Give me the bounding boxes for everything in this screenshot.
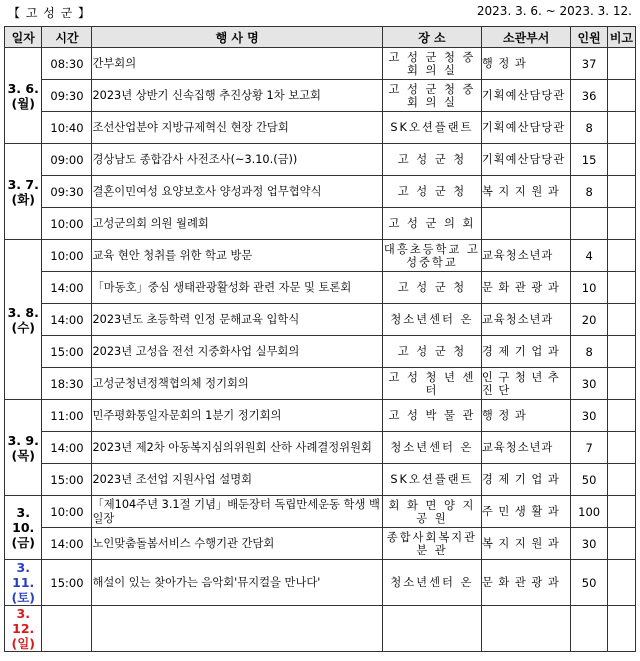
- note-cell: [607, 48, 635, 80]
- dept-cell: 주 민 생 활 과: [481, 496, 571, 528]
- event-name-cell: 결혼이민여성 요양보호사 양성과정 업무협약식: [92, 176, 383, 208]
- note-cell: [607, 496, 635, 528]
- dept-cell: 교육청소년과: [481, 240, 571, 272]
- place-cell: 청소년센터 온: [382, 432, 481, 464]
- time-cell: 10:00: [42, 208, 92, 240]
- time-cell: 09:30: [42, 80, 92, 112]
- table-row: [5, 240, 636, 272]
- place-cell: 종합사회복지관 분 관: [382, 528, 481, 560]
- note-cell: [607, 240, 635, 272]
- count-cell: 10: [571, 272, 607, 304]
- time-cell: 15:00: [42, 560, 92, 606]
- table-row: [5, 560, 636, 606]
- table-row: [5, 336, 636, 368]
- event-name-cell: 2023년 상반기 신속집행 추진상황 1차 보고회: [92, 80, 383, 112]
- date-cell: 3. 12. (일): [5, 606, 42, 652]
- note-cell: [607, 400, 635, 432]
- date-cell: 3. 10. (금): [5, 496, 42, 560]
- event-name-cell: 2023년도 초등학력 인정 문해교육 입학식: [92, 304, 383, 336]
- schedule-body: [5, 48, 636, 652]
- table-row: [5, 48, 636, 80]
- event-name-cell: 2023년 제2차 아동복지심의위원회 산하 사례결정위원회: [92, 432, 383, 464]
- count-cell: 30: [571, 368, 607, 400]
- time-cell: [42, 606, 92, 652]
- event-name-cell: 교육 현안 청취를 위한 학교 방문: [92, 240, 383, 272]
- note-cell: [607, 368, 635, 400]
- note-cell: [607, 176, 635, 208]
- count-cell: 8: [571, 176, 607, 208]
- count-cell: 4: [571, 240, 607, 272]
- event-name-cell: 민주평화통일자문회의 1분기 정기회의: [92, 400, 383, 432]
- col-date: 일자: [5, 27, 42, 48]
- table-row: [5, 400, 636, 432]
- event-name-cell: 「제104주년 3.1절 기념」배둔장터 독립만세운동 학생 백일장: [92, 496, 383, 528]
- note-cell: [607, 80, 635, 112]
- place-cell: 고 성 군 의 회: [382, 208, 481, 240]
- time-cell: 09:00: [42, 144, 92, 176]
- dept-cell: 교육청소년과: [481, 304, 571, 336]
- event-name-cell: 노인맞춤돌봄서비스 수행기관 간담회: [92, 528, 383, 560]
- note-cell: [607, 336, 635, 368]
- dept-cell: 복 지 지 원 과: [481, 528, 571, 560]
- dept-cell: [481, 208, 571, 240]
- count-cell: 20: [571, 304, 607, 336]
- count-cell: [571, 606, 607, 652]
- table-row: [5, 496, 636, 528]
- date-cell: 3. 9. (목): [5, 400, 42, 496]
- page-title: 【 고 성 군 】: [8, 6, 92, 20]
- col-event: 행 사 명: [92, 27, 383, 48]
- count-cell: 100: [571, 496, 607, 528]
- count-cell: 8: [571, 336, 607, 368]
- time-cell: 18:30: [42, 368, 92, 400]
- note-cell: [607, 528, 635, 560]
- count-cell: 7: [571, 432, 607, 464]
- note-cell: [607, 464, 635, 496]
- time-cell: 08:30: [42, 48, 92, 80]
- note-cell: [607, 272, 635, 304]
- date-cell: 3. 6. (월): [5, 48, 42, 144]
- event-name-cell: 2023년 조선업 지원사업 설명회: [92, 464, 383, 496]
- table-row: [5, 464, 636, 496]
- note-cell: [607, 606, 635, 652]
- dept-cell: 인 구 청 년 추 진 단: [481, 368, 571, 400]
- event-name-cell: 해설이 있는 찾아가는 음악회'뮤지컬을 만나다': [92, 560, 383, 606]
- col-time: 시간: [42, 27, 92, 48]
- count-cell: 8: [571, 112, 607, 144]
- place-cell: 고 성 군 청: [382, 176, 481, 208]
- table-row: [5, 272, 636, 304]
- place-cell: SK오션플랜트: [382, 464, 481, 496]
- place-cell: 청소년센터 온: [382, 560, 481, 606]
- col-dept: 소관부서: [481, 27, 571, 48]
- time-cell: 14:00: [42, 272, 92, 304]
- table-header-row: [5, 27, 636, 48]
- count-cell: 50: [571, 560, 607, 606]
- dept-cell: 복 지 지 원 과: [481, 176, 571, 208]
- schedule-period: 2023. 3. 6. ~ 2023. 3. 12.: [476, 4, 632, 18]
- event-name-cell: 고성군청년정책협의체 정기회의: [92, 368, 383, 400]
- time-cell: 14:00: [42, 432, 92, 464]
- place-cell: 대흥초등학교 고성중학교: [382, 240, 481, 272]
- time-cell: 10:00: [42, 240, 92, 272]
- event-name-cell: 조선산업분야 지방규제혁신 현장 간담회: [92, 112, 383, 144]
- col-place: 장 소: [382, 27, 481, 48]
- col-count: 인원: [571, 27, 607, 48]
- note-cell: [607, 432, 635, 464]
- note-cell: [607, 112, 635, 144]
- place-cell: 회 화 면 양 지 공 원: [382, 496, 481, 528]
- time-cell: 15:00: [42, 336, 92, 368]
- place-cell: 고 성 군 청 중 회 의 실: [382, 80, 481, 112]
- time-cell: 14:00: [42, 528, 92, 560]
- time-cell: 11:00: [42, 400, 92, 432]
- count-cell: 30: [571, 400, 607, 432]
- table-row: [5, 304, 636, 336]
- table-row: [5, 112, 636, 144]
- place-cell: SK오션플랜트: [382, 112, 481, 144]
- dept-cell: 문 화 관 광 과: [481, 560, 571, 606]
- dept-cell: 문 화 관 광 과: [481, 272, 571, 304]
- dept-cell: 경 제 기 업 과: [481, 336, 571, 368]
- table-row: [5, 144, 636, 176]
- dept-cell: 기획예산담당관: [481, 144, 571, 176]
- dept-cell: 기획예산담당관: [481, 112, 571, 144]
- dept-cell: 행 정 과: [481, 48, 571, 80]
- event-name-cell: 경상남도 종합감사 사전조사(~3.10.(금)): [92, 144, 383, 176]
- place-cell: 고 성 박 물 관: [382, 400, 481, 432]
- note-cell: [607, 144, 635, 176]
- time-cell: 10:00: [42, 496, 92, 528]
- event-name-cell: 고성군의회 의원 월례회: [92, 208, 383, 240]
- note-cell: [607, 208, 635, 240]
- place-cell: [382, 606, 481, 652]
- table-row: [5, 528, 636, 560]
- event-name-cell: 2023년 고성읍 전선 지중화사업 실무회의: [92, 336, 383, 368]
- table-row: [5, 368, 636, 400]
- dept-cell: 경 제 기 업 과: [481, 464, 571, 496]
- dept-cell: 기획예산담당관: [481, 80, 571, 112]
- date-cell: 3. 11. (토): [5, 560, 42, 606]
- event-name-cell: 「마동호」중심 생태관광활성화 관련 자문 및 토론회: [92, 272, 383, 304]
- dept-cell: 행 정 과: [481, 400, 571, 432]
- note-cell: [607, 560, 635, 606]
- count-cell: 50: [571, 464, 607, 496]
- schedule-table: [4, 26, 636, 652]
- table-row: [5, 208, 636, 240]
- place-cell: 고 성 군 청: [382, 272, 481, 304]
- table-row: [5, 176, 636, 208]
- count-cell: [571, 208, 607, 240]
- dept-cell: 교육청소년과: [481, 432, 571, 464]
- table-row: [5, 606, 636, 652]
- place-cell: 고 성 청 년 센 터: [382, 368, 481, 400]
- dept-cell: [481, 606, 571, 652]
- time-cell: 15:00: [42, 464, 92, 496]
- date-cell: 3. 8. (수): [5, 240, 42, 400]
- col-note: 비고: [607, 27, 635, 48]
- count-cell: 15: [571, 144, 607, 176]
- date-cell: 3. 7. (화): [5, 144, 42, 240]
- place-cell: 고 성 군 청: [382, 336, 481, 368]
- note-cell: [607, 304, 635, 336]
- count-cell: 30: [571, 528, 607, 560]
- event-name-cell: [92, 606, 383, 652]
- count-cell: 37: [571, 48, 607, 80]
- count-cell: 36: [571, 80, 607, 112]
- table-row: [5, 432, 636, 464]
- table-row: [5, 80, 636, 112]
- time-cell: 10:40: [42, 112, 92, 144]
- place-cell: 청소년센터 온: [382, 304, 481, 336]
- time-cell: 14:00: [42, 304, 92, 336]
- event-name-cell: 간부회의: [92, 48, 383, 80]
- place-cell: 고 성 군 청 중 회 의 실: [382, 48, 481, 80]
- time-cell: 09:30: [42, 176, 92, 208]
- place-cell: 고 성 군 청: [382, 144, 481, 176]
